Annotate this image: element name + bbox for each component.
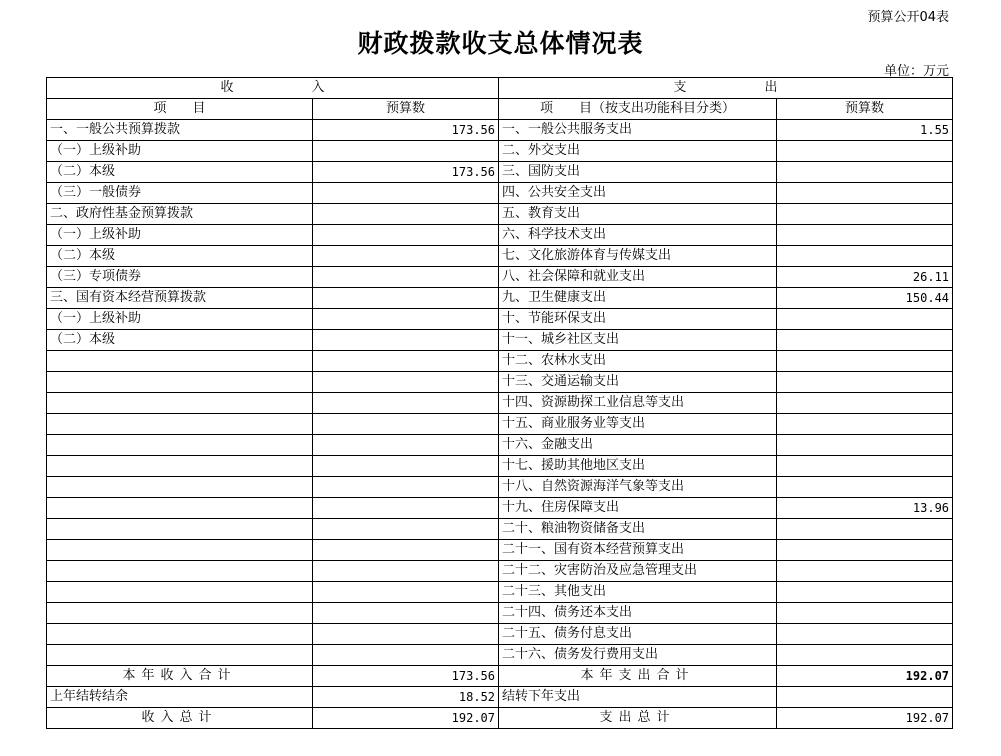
expense-value (777, 309, 953, 330)
income-value (313, 267, 499, 288)
expense-value (777, 204, 953, 225)
table-row (47, 183, 953, 204)
income-value (313, 561, 499, 582)
year-income-label: 本年收入合计 (47, 666, 313, 687)
table-row (47, 141, 953, 162)
expense-value: 1.55 (777, 120, 953, 141)
income-value (313, 624, 499, 645)
income-total-label: 收入总计 (47, 708, 313, 729)
income-item: （三）一般债券 (47, 183, 313, 204)
expense-item: 十三、交通运输支出 (499, 372, 777, 393)
unit-label: 单位：万元 (883, 64, 949, 79)
table-row (47, 414, 953, 435)
income-item: （二）本级 (47, 330, 313, 351)
expense-value (777, 330, 953, 351)
expense-total-value: 192.07 (777, 708, 953, 729)
expense-value (777, 372, 953, 393)
income-item (47, 582, 313, 603)
expense-item: 十、节能环保支出 (499, 309, 777, 330)
expense-item: 二十二、灾害防治及应急管理支出 (499, 561, 777, 582)
expense-item-header: 项 目（按支出功能科目分类） (499, 99, 777, 120)
income-value (313, 330, 499, 351)
expense-value: 150.44 (777, 288, 953, 309)
expense-item: 八、社会保障和就业支出 (499, 267, 777, 288)
carry-out-value (777, 687, 953, 708)
table-row (47, 330, 953, 351)
income-value (313, 456, 499, 477)
expense-item: 十一、城乡社区支出 (499, 330, 777, 351)
income-item-header: 项 目 (47, 99, 313, 120)
table-row (47, 204, 953, 225)
table-row (47, 624, 953, 645)
table-row (47, 351, 953, 372)
table-row (47, 393, 953, 414)
expense-item: 二十三、其他支出 (499, 582, 777, 603)
table-row (47, 309, 953, 330)
expense-item: 十四、资源勘探工业信息等支出 (499, 393, 777, 414)
expense-value (777, 645, 953, 666)
table-row (47, 477, 953, 498)
expense-value (777, 225, 953, 246)
carry-in-label: 上年结转结余 (47, 687, 313, 708)
page-title: 财政拨款收支总体情况表 (357, 29, 644, 58)
total-row (47, 687, 953, 708)
income-item: 三、国有资本经营预算拨款 (47, 288, 313, 309)
income-value (313, 435, 499, 456)
header-row-columns (47, 99, 953, 120)
expense-value (777, 246, 953, 267)
total-row (47, 666, 953, 687)
income-value (313, 309, 499, 330)
table-row (47, 435, 953, 456)
expense-value (777, 351, 953, 372)
table-row (47, 225, 953, 246)
table-row (47, 645, 953, 666)
form-code: 预算公开04表 (867, 10, 949, 25)
income-value (313, 393, 499, 414)
expense-item: 二十五、债务付息支出 (499, 624, 777, 645)
expense-value (777, 162, 953, 183)
income-item (47, 540, 313, 561)
income-item: 二、政府性基金预算拨款 (47, 204, 313, 225)
budget-table (46, 77, 953, 729)
expense-item: 六、科学技术支出 (499, 225, 777, 246)
table-row (47, 267, 953, 288)
expense-value (777, 414, 953, 435)
expense-value (777, 540, 953, 561)
income-item (47, 393, 313, 414)
table-row (47, 120, 953, 141)
income-value: 173.56 (313, 162, 499, 183)
expense-item: 三、国防支出 (499, 162, 777, 183)
table-row (47, 246, 953, 267)
income-item: 一、一般公共预算拨款 (47, 120, 313, 141)
expense-item: 十七、援助其他地区支出 (499, 456, 777, 477)
income-value (313, 645, 499, 666)
table-row (47, 372, 953, 393)
income-item (47, 456, 313, 477)
carry-out-label: 结转下年支出 (499, 687, 777, 708)
year-expense-value: 192.07 (777, 666, 953, 687)
income-value (313, 477, 499, 498)
income-total-value: 192.07 (313, 708, 499, 729)
expense-item: 二十一、国有资本经营预算支出 (499, 540, 777, 561)
expense-item: 七、文化旅游体育与传媒支出 (499, 246, 777, 267)
income-item (47, 645, 313, 666)
header-row-section (47, 78, 953, 99)
expense-item: 十五、商业服务业等支出 (499, 414, 777, 435)
expense-value (777, 141, 953, 162)
income-item: （一）上级补助 (47, 141, 313, 162)
expense-value (777, 582, 953, 603)
income-item (47, 372, 313, 393)
expense-budget-header: 预算数 (777, 99, 953, 120)
expense-item: 二十、粮油物资储备支出 (499, 519, 777, 540)
income-item: （二）本级 (47, 246, 313, 267)
income-item (47, 603, 313, 624)
income-item (47, 624, 313, 645)
expense-item: 十八、自然资源海洋气象等支出 (499, 477, 777, 498)
expense-item: 十二、农林水支出 (499, 351, 777, 372)
expense-value (777, 435, 953, 456)
expense-item: 十六、金融支出 (499, 435, 777, 456)
income-item: （一）上级补助 (47, 309, 313, 330)
expense-value: 26.11 (777, 267, 953, 288)
income-item (47, 561, 313, 582)
table-row (47, 603, 953, 624)
income-item (47, 498, 313, 519)
expense-item: 二十六、债务发行费用支出 (499, 645, 777, 666)
expense-value (777, 519, 953, 540)
income-budget-header: 预算数 (313, 99, 499, 120)
income-value (313, 141, 499, 162)
expense-total-label: 支出总计 (499, 708, 777, 729)
income-item (47, 435, 313, 456)
income-value (313, 288, 499, 309)
year-expense-label: 本年支出合计 (499, 666, 777, 687)
expense-header: 支 出 (499, 78, 953, 99)
income-item: （二）本级 (47, 162, 313, 183)
expense-value: 13.96 (777, 498, 953, 519)
income-item: （一）上级补助 (47, 225, 313, 246)
income-item (47, 477, 313, 498)
income-item (47, 351, 313, 372)
expense-item: 二、外交支出 (499, 141, 777, 162)
income-header: 收 入 (47, 78, 499, 99)
expense-value (777, 393, 953, 414)
year-income-value: 173.56 (313, 666, 499, 687)
expense-value (777, 603, 953, 624)
table-row (47, 456, 953, 477)
expense-value (777, 624, 953, 645)
expense-item: 九、卫生健康支出 (499, 288, 777, 309)
expense-value (777, 477, 953, 498)
income-value (313, 204, 499, 225)
income-value (313, 540, 499, 561)
income-value (313, 582, 499, 603)
income-value (313, 183, 499, 204)
expense-value (777, 561, 953, 582)
carry-in-value: 18.52 (313, 687, 499, 708)
table-row (47, 582, 953, 603)
income-value (313, 372, 499, 393)
income-value (313, 351, 499, 372)
table-row (47, 540, 953, 561)
expense-item: 四、公共安全支出 (499, 183, 777, 204)
income-item (47, 519, 313, 540)
table-row (47, 498, 953, 519)
expense-value (777, 456, 953, 477)
income-value (313, 246, 499, 267)
expense-item: 十九、住房保障支出 (499, 498, 777, 519)
table-row (47, 288, 953, 309)
income-item (47, 414, 313, 435)
expense-item: 五、教育支出 (499, 204, 777, 225)
income-value (313, 225, 499, 246)
income-value (313, 414, 499, 435)
income-value (313, 603, 499, 624)
expense-value (777, 183, 953, 204)
total-row (47, 708, 953, 729)
table-row (47, 162, 953, 183)
income-value (313, 519, 499, 540)
expense-item: 一、一般公共服务支出 (499, 120, 777, 141)
table-row (47, 561, 953, 582)
budget-table-body (47, 78, 953, 729)
income-value (313, 498, 499, 519)
income-value: 173.56 (313, 120, 499, 141)
expense-item: 二十四、债务还本支出 (499, 603, 777, 624)
income-item: （三）专项债券 (47, 267, 313, 288)
table-row (47, 519, 953, 540)
